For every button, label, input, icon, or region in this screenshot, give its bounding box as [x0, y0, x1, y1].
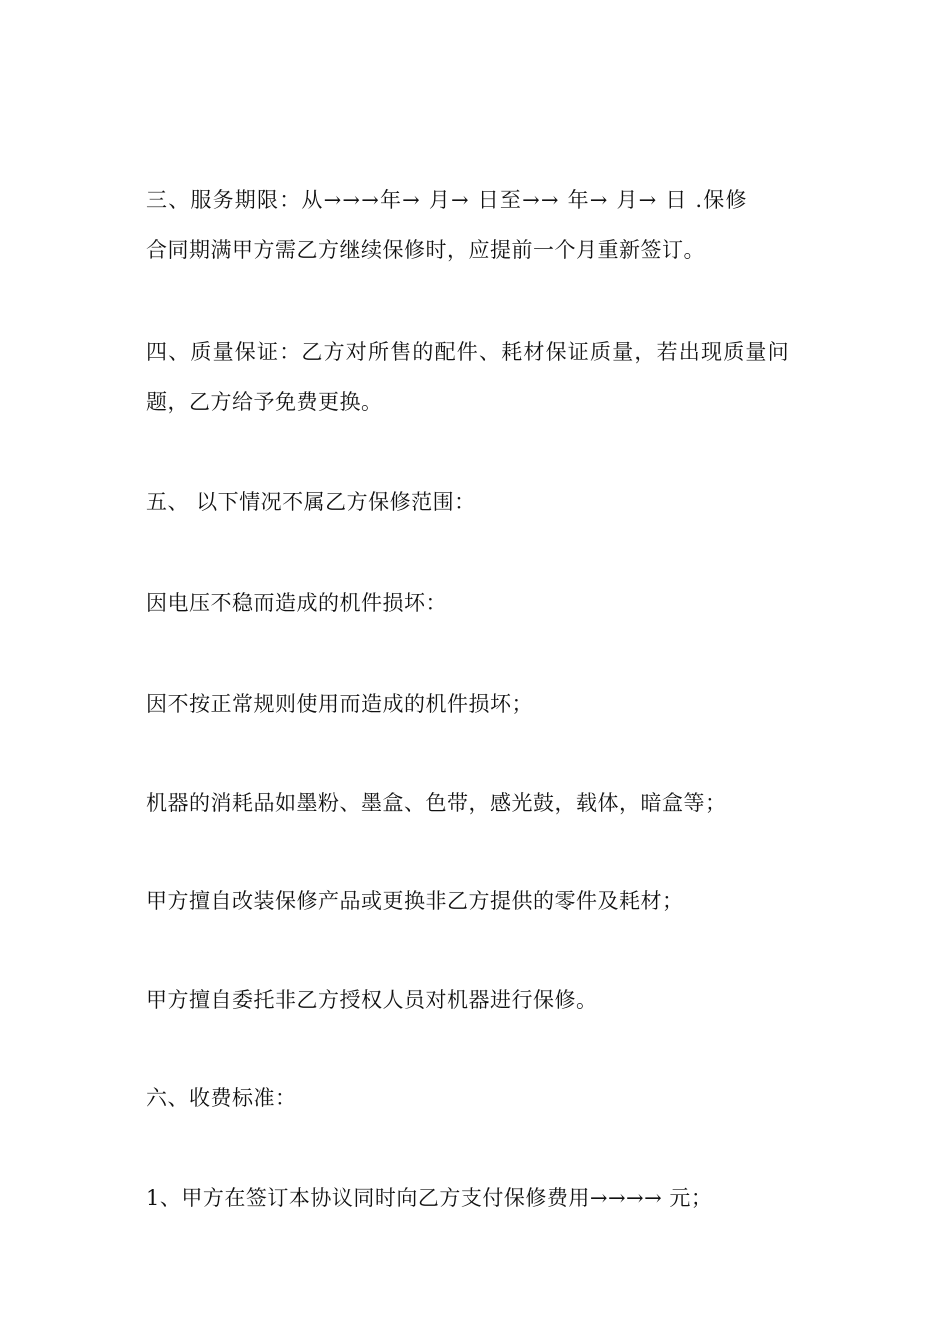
fee-item: 1、甲方在签订本协议同时向乙方支付保修费用→→→→ 元； [146, 1186, 713, 1210]
quality-guarantee-line-1: 四、质量保证：乙方对所售的配件、耗材保证质量，若出现质量问 [146, 340, 790, 364]
exclusions-heading: 五、 以下情况不属乙方保修范围： [146, 490, 476, 514]
exclusion-item: 甲方擅自改装保修产品或更换非乙方提供的零件及耗材； [146, 889, 684, 913]
exclusion-item: 因电压不稳而造成的机件损坏： [146, 591, 447, 615]
service-period-line-2: 合同期满甲方需乙方继续保修时，应提前一个月重新签订。 [146, 238, 705, 262]
fee-standard-heading: 六、收费标准： [146, 1086, 297, 1110]
exclusion-item: 机器的消耗品如墨粉、墨盒、色带，感光鼓，载体，暗盒等； [146, 791, 727, 815]
service-period-line-1: 三、服务期限：从→→→年→ 月→ 日至→→ 年→ 月→ 日 .保修 [146, 188, 748, 212]
quality-guarantee-line-2: 题，乙方给予免费更换。 [146, 390, 383, 414]
exclusion-item: 因不按正常规则使用而造成的机件损坏； [146, 692, 533, 716]
exclusion-item: 甲方擅自委托非乙方授权人员对机器进行保修。 [146, 988, 598, 1012]
